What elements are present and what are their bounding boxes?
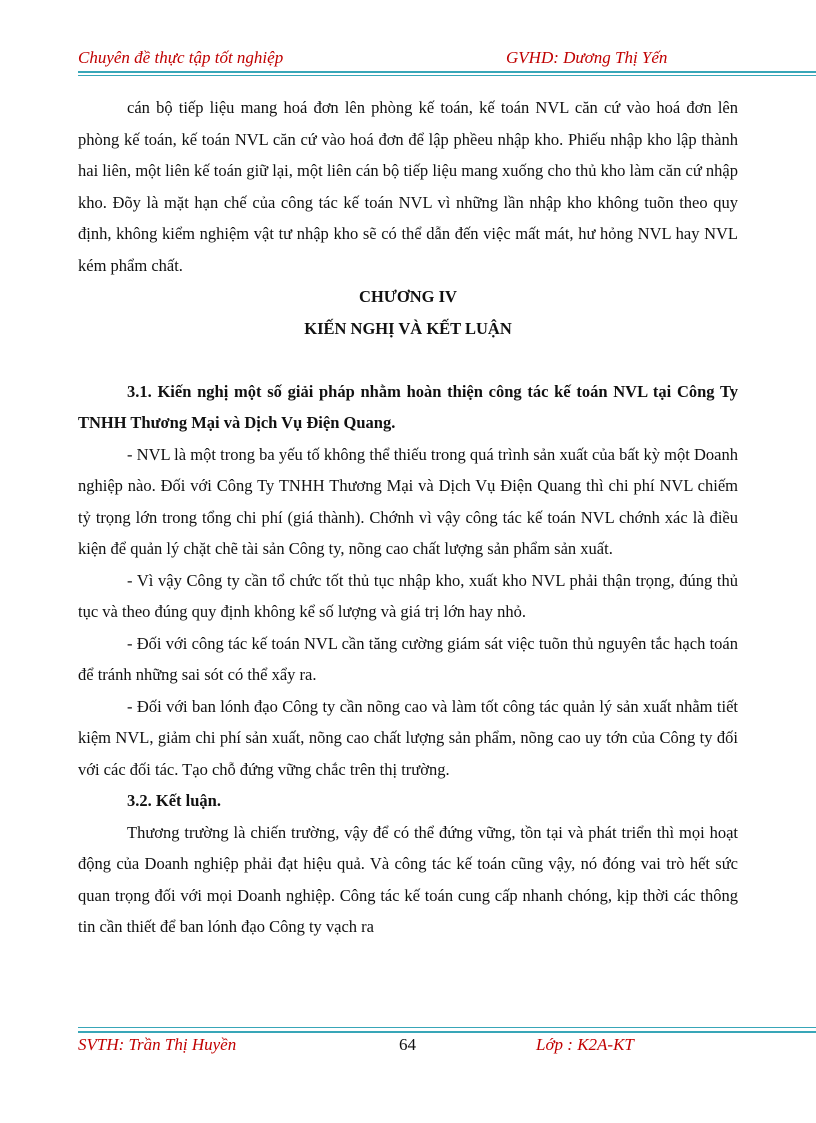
page-number: 64 — [399, 1035, 416, 1054]
paragraph-intro: cán bộ tiếp liệu mang hoá đơn lên phòng kế toán, kế toán NVL căn cứ vào hoá đơn lên phòng kế toán, kế toán NVL căn cứ vào hoá đơn để lập phềeu nhập kho. Phiếu nhập kho lập thành hai liên, một liên kế toán giữ lại, một liên cán bộ tiếp liệu mang xuống cho thủ kho làm căn cứ nhập kho. Đõy là mặt hạn chế của công tác kế toán NVL vì những lần nhập kho không tuõn theo quy định, không kiểm nghiệm vật tư nhập kho sẽ có thể dẫn đến việc mất mát, hư hỏng NVL hay NVL kém phẩm chất. — [78, 98, 738, 275]
header-rule-thick — [78, 71, 816, 73]
footer-rule-thin — [78, 1027, 816, 1028]
footer-rule-thick — [78, 1031, 816, 1033]
header-advisor: GVHD: Dương Thị Yến — [506, 48, 668, 67]
chapter-number: CHƯƠNG IV — [359, 287, 457, 306]
page-header — [78, 48, 814, 72]
paragraph-bullet-1: - NVL là một trong ba yếu tố không thể thiếu trong quá trình sản xuất của bất kỳ một Doanh nghiệp nào. Đối với Công Ty TNHH Thương Mại và Dịch Vụ Điện Quang thì chi phí NVL chiếm tỷ trọng lớn trong tổng chi phí (giá thành). Chớnh vì vậy công tác kế toán NVL chớnh xác là điều kiện để quản lý chặt chẽ tài sản Công ty, nõng cao chất lượng sản phẩm sản xuất. — [78, 444, 738, 558]
document-body — [78, 92, 738, 943]
paragraph-bullet-2: - Vì vậy Công ty cần tổ chức tốt thủ tục nhập kho, xuất kho NVL phải thận trọng, đúng thủ tục và theo đúng quy định không kể số lượng và giá trị lớn hay nhỏ. — [78, 570, 738, 621]
page-footer — [78, 1035, 814, 1059]
spacer — [78, 344, 738, 376]
chapter-title: KIẾN NGHỊ VÀ KẾT LUẬN — [304, 318, 512, 338]
header-rule-thin — [78, 75, 816, 76]
section-heading-3-2: 3.2. Kết luận. — [127, 791, 221, 810]
footer-class: Lớp : K2A-KT — [536, 1035, 634, 1054]
section-heading-3-1: 3.1. Kiến nghị một số giải pháp nhằm hoàn thiện công tác kế toán NVL tại Công Ty TNHH Thương Mại và Dịch Vụ Điện Quang. — [78, 381, 738, 432]
paragraph-bullet-3: - Đối với công tác kế toán NVL cần tăng cường giám sát việc tuõn thủ nguyên tắc hạch toán để tránh những sai sót có thể xẩy ra. — [78, 633, 738, 684]
paragraph-conclusion: Thương trường là chiến trường, vậy để có thể đứng vững, tồn tại và phát triển thì mọi hoạt động của Doanh nghiệp phải đạt hiệu quả. Và công tác kế toán cũng vậy, nó đóng vai trò hết sức quan trọng đối với mọi Doanh nghiệp. Công tác kế toán cung cấp nhanh chóng, kịp thời các thông tin cần thiết để ban lónh đạo Công ty vạch ra — [78, 822, 738, 936]
footer-student: SVTH: Trần Thị Huyền — [78, 1035, 237, 1054]
header-title: Chuyên đề thực tập tốt nghiệp — [78, 48, 284, 67]
paragraph-bullet-4: - Đối với ban lónh đạo Công ty cần nõng cao và làm tốt công tác quản lý sản xuất nhằm tiết kiệm NVL, giảm chi phí sản xuất, nõng cao chất lượng sản phẩm, nõng cao uy tớn của Công ty đối với các đối tác. Tạo chỗ đứng vững chắc trên thị trường. — [78, 696, 738, 779]
